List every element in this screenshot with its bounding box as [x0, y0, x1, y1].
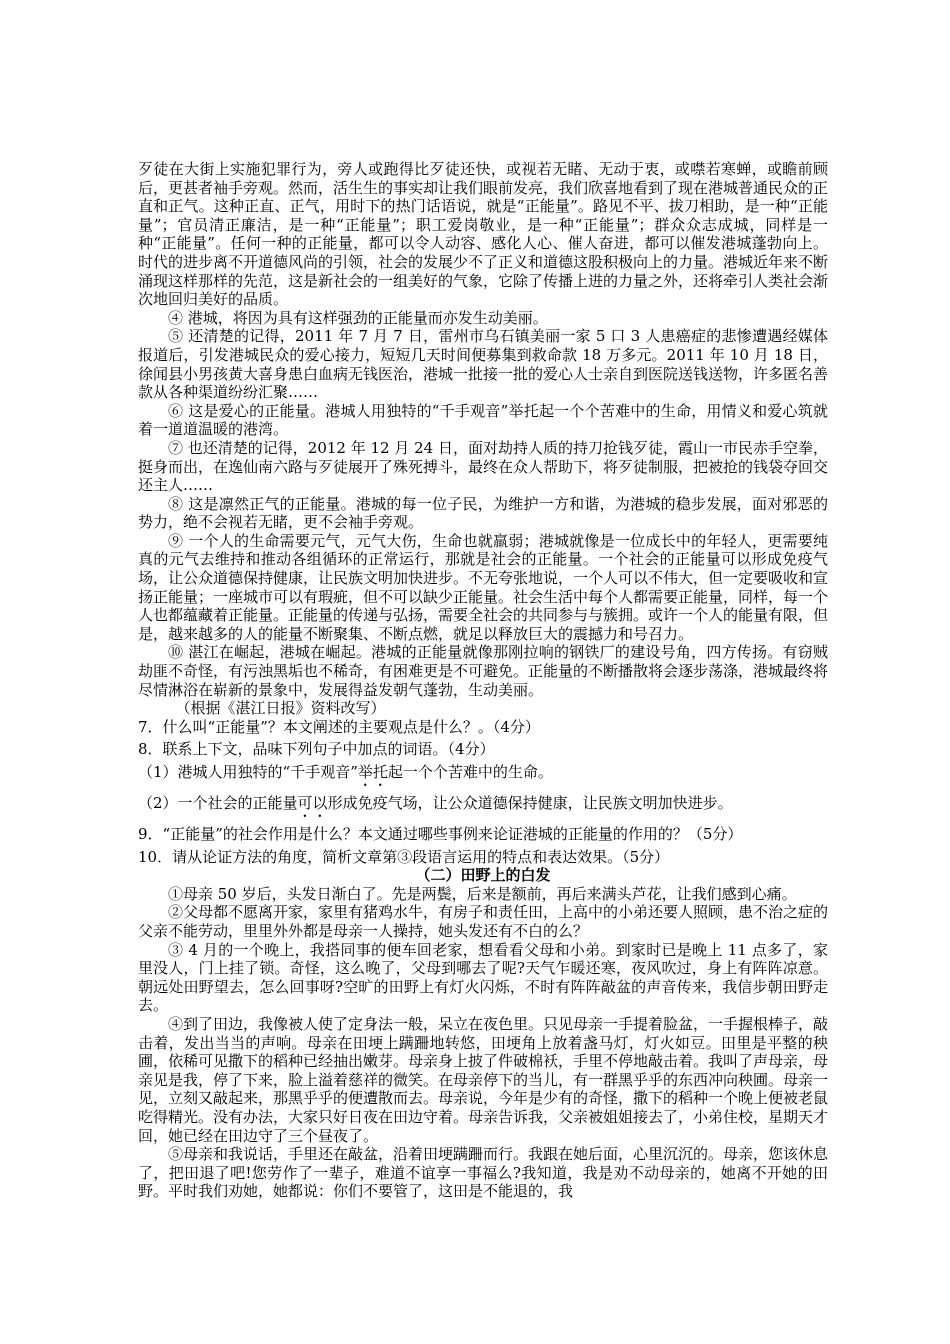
- article-white-hair: [138, 866, 828, 1201]
- paragraph-4: ④ 港城，将因为具有这样强劲的正能量而亦发生动美丽。: [168, 308, 548, 327]
- paragraph-3b: ③ 4 月的一个晚上，我搭同事的便车回老家，想看看父母和小弟。到家时已是晚上 11 点多了，家里没人，门上挂了锁。奇怪，这么晚了，父母到哪去了呢?天气乍暖还寒，夜风吹过，身上有阵阵凉意。朝远处田野望去，怎么回事呀?空旷的田野上有灯火闪烁，不时有阵阵敲盆的声音传来，我信步朝田野走去。: [138, 940, 828, 1015]
- paragraph-2: ②父母都不愿离开家，家里有猪鸡水牛，有房子和责任田，上高中的小弟还要人照顾，患不治之症的父亲不能劳动，里里外外都是母亲一人操持，她头发还有不白的么？: [138, 903, 829, 940]
- question-8-2: [138, 794, 828, 821]
- source-note: （根据《湛江日报》资料改写）: [175, 699, 386, 718]
- question-10: 10．请从论证方法的角度，简析文章第③段语言运用的特点和表达效果。（5分）: [138, 847, 670, 866]
- paragraph-9: ⑨ 一个人的生命需要元气，元气大伤，生命也就羸弱；港城就像是一位成长中的年轻人，更需要纯真的元气去维持和推动各组循环的正常运行，那就是社会的正能量。一个社会的正能量可以形成免疫气场，让公众道德保持健康，让民族文明加快进步。不无夸张地说，一个人可以不伟大，但一定要吸收和宣扬正能量；一座城市可以有瑕疵，但不可以缺少正能量。社会生活中每个人都需要正能量，同样，每一个人也都蕴藏着正能量。正能量的传递与弘扬，需要全社会的共同参与与簇拥。或许一个人的能量有限，但是，越来越多的人的能量不断聚集、不断点燃，就足以释放巨大的震撼力和号召力。: [138, 531, 829, 643]
- question-7: 7．什么叫“正能量”？本文阐述的主要观点是什么？。（4分）: [138, 717, 540, 736]
- dotted-word-keyi: 可以: [297, 794, 328, 812]
- exam-page: [138, 160, 828, 1201]
- questions: [138, 718, 828, 866]
- paragraph-7: ⑦ 也还清楚的记得，2012 年 12 月 24 日，面对劫持人质的持刀抢钱歹徒，霞山一市民赤手空拳，挺身而出，在逸仙南六路与歹徒展开了殊死搏斗，最终在众人帮助下，将歹徒制服，把被抢的钱袋夺回交还主人……: [138, 438, 829, 495]
- question-9: 9．“正能量”的社会作用是什么？本文通过哪些事例来论证港城的正能量的作用的？（5分）: [138, 825, 743, 843]
- article-title: （二）田野上的白发: [415, 866, 551, 885]
- question-8-2-rest: 形成免疫气场，让公众道德保持健康，让民族文明加快进步。: [327, 794, 733, 812]
- paragraph-3: 歹徒在大街上实施犯罪行为，旁人或跑得比歹徒还快，或视若无睹、无动于衷，或噤若寒蝉，或瞻前顾后，更甚者袖手旁观。然而，活生生的事实却让我们眼前发亮，我们欣喜地看到了现在港城普通民众的正直和正气。这种正直、正气，用时下的热门话语说，就是“正能量”。路见不平、拔刀相助，是一种“正能量”；官员清正廉洁，是一种“正能量”；职工爱岗敬业，是一种“正能量”；群众众志成城，同样是一种“正能量”。任何一种的正能量，都可以令人动容、感化人心、催人奋进，都可以催发港城蓬勃向上。时代的进步离不开道德风尚的引领，社会的发展少不了正义和道德这股积极向上的力量。港城近年来不断涌现这样那样的先范，这是新社会的一组美好的气象，它除了传播上进的力量之外，还将牵引人类社会渐次地回归美好的品质。: [138, 160, 829, 309]
- paragraph-1: ①母亲 50 岁后，头发日渐白了。先是两鬓，后来是额前，再后来满头芦花，让我们感到心痛。: [168, 884, 797, 903]
- question-8-1: [138, 763, 828, 790]
- paragraph-4b: ④到了田边，我像被人使了定身法一般，呆立在夜色里。只见母亲一手提着脸盆，一手握根棒子，敲击着，发出当当的声响。母亲在田埂上蹒跚地转悠，田埂角上放着盏马灯，灯火如豆。田里是平整的秧圃，依稀可见撒下的稻种已经抽出嫩芽。母亲身上披了件破棉袄，手里不停地敲击着。我叫了声母亲，母亲见是我，停了下来，脸上溢着慈祥的微笑。在母亲停下的当儿，有一群黑乎乎的东西冲向秧圃。母亲一见，立刻又敲起来，那黑乎乎的便遭散而去。母亲说，今年是少有的奇怪，撒下的稻种一个晚上便被老鼠吃得精光。没有办法，大家只好日夜在田边守着。母亲告诉我，父亲被姐姐接去了，小弟住校，星期天才回，她已经在田边守了三个昼夜了。: [138, 1014, 829, 1145]
- dotted-word-jutuo: 举托: [357, 763, 388, 781]
- question-8-1-text: （1）港城人用独特的“千手观音”: [138, 763, 358, 781]
- paragraph-10: ⑩ 湛江在崛起，港城在崛起。港城的正能量就像那刚拉响的钢铁厂的建设号角，四方传扬。有窃贼劫匪不奇怪，有污浊黑垢也不稀奇，有困难更是不可避免。正能量的不断播散将会逐步荡涤，港城最终将尽情淋浴在崭新的景象中，发展得益发朝气蓬勃，生动美丽。: [138, 643, 829, 699]
- paragraph-5: ⑤ 还清楚的记得，2011 年 7 月 7 日，雷州市乌石镇美丽一家 5 口 3 人患癌症的悲惨遭遇经媒体报道后，引发港城民众的爱心接力，短短几天时间便募集到救命款 18 万多元。2011 年 10 月 18 日，徐闻县小男孩黄大喜身患白血病无钱医治，港城一批接一批的爱心人士亲自到医院送钱送物，许多匿名善款从各种渠道纷纷汇聚……: [138, 327, 829, 402]
- question-8: 8．联系上下文，品味下列句子中加点的词语。（4分）: [138, 740, 495, 759]
- article-positive-energy: [138, 160, 828, 718]
- paragraph-5b: ⑤母亲和我说话，手里还在敲盆，沿着田埂蹒跚而行。我跟在她后面，心里沉沉的。母亲，您该休息了，把田退了吧!您劳作了一辈子，难道不谊享一事福么?我知道，我是劝不动母亲的，她离不开她的田野。平时我们劝她，她都说：你们不要管了，这田是不能退的，我: [138, 1145, 829, 1201]
- question-8-2-text: （2）一个社会的正能量: [138, 794, 298, 812]
- question-8-1-rest: 起一个个苦难中的生命。: [387, 763, 553, 781]
- paragraph-6: ⑥ 这是爱心的正能量。港城人用独特的“千手观音”举托起一个个苦难中的生命，用情义和爱心筑就着一道道温暖的港湾。: [138, 401, 828, 439]
- paragraph-8: ⑧ 这是凛然正气的正能量。港城的每一位子民，为维护一方和谐，为港城的稳步发展，面对邪恶的势力，绝不会视若无睹，更不会袖手旁观。: [138, 494, 828, 532]
